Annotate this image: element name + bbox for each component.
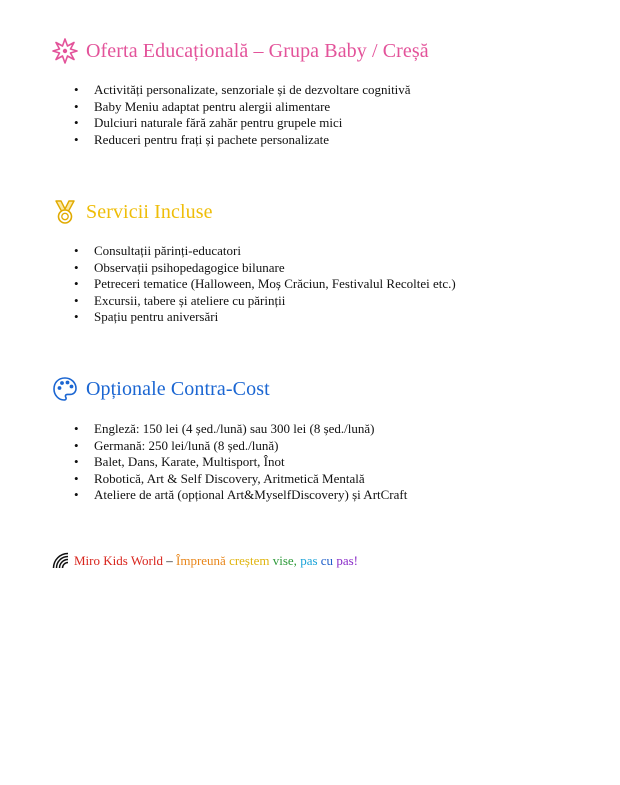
section-heading <box>52 36 429 66</box>
list-item: • Robotică, Art & Self Discovery, Aritmetică Mentală <box>74 471 407 488</box>
section-included-services <box>52 197 456 325</box>
list-item: • Observații psihopedagogice bilunare <box>74 260 456 277</box>
section-educational-offer <box>52 36 429 147</box>
slogan-word: pas! <box>336 553 358 568</box>
slogan-word: vise, <box>272 553 297 568</box>
list-item: • Balet, Dans, Karate, Multisport, Înot <box>74 454 407 471</box>
section-list <box>74 82 411 148</box>
section-optional-extras <box>52 374 408 503</box>
list-item: • Dulciuri naturale fără zahăr pentru grupele mici <box>74 115 411 132</box>
slogan-word: creștem <box>229 553 270 568</box>
slogan-word: Miro Kids World <box>74 553 163 568</box>
rainbow-icon <box>52 552 70 570</box>
section-list <box>74 243 456 326</box>
medal-icon <box>52 199 78 225</box>
list-item: • Spațiu pentru aniversări <box>74 309 456 326</box>
list-item: • Germană: 250 lei/lună (8 șed./lună) <box>74 438 407 455</box>
slogan-word: pas <box>300 553 318 568</box>
section-title: Opționale Contra-Cost <box>86 377 270 400</box>
section-heading <box>52 197 213 227</box>
list-item: • Activități personalizate, senzoriale și de dezvoltare cognitivă <box>74 82 411 99</box>
list-item: • Excursii, tabere și ateliere cu părinții <box>74 293 456 310</box>
list-item: • Baby Meniu adaptat pentru alergii alimentare <box>74 99 411 116</box>
list-item: • Engleză: 150 lei (4 șed./lună) sau 300 lei (8 șed./lună) <box>74 421 407 438</box>
list-item: • Ateliere de artă (opțional Art&MyselfDiscovery) și ArtCraft <box>74 487 407 504</box>
sparkle-icon <box>52 38 78 64</box>
section-title: Oferta Educațională – Grupa Baby / Creșă <box>86 39 429 62</box>
list-item: • Consultații părinți-educatori <box>74 243 456 260</box>
section-title: Servicii Incluse <box>86 200 213 223</box>
list-item: • Petreceri tematice (Halloween, Moș Crăciun, Festivalul Recoltei etc.) <box>74 276 456 293</box>
section-list <box>74 421 407 504</box>
slogan-word: cu <box>320 553 334 568</box>
section-heading <box>52 374 270 404</box>
list-item: • Reduceri pentru frați și pachete personalizate <box>74 132 411 149</box>
slogan-word: – <box>163 553 176 568</box>
footer-slogan <box>52 552 358 570</box>
slogan-word: Împreună <box>176 553 226 568</box>
palette-icon <box>52 376 78 402</box>
